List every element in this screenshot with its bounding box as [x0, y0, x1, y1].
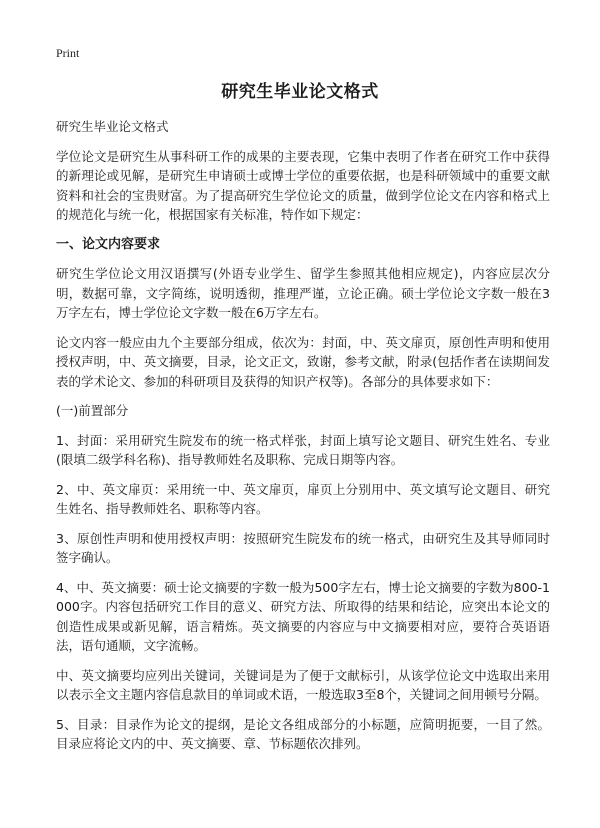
section-heading: 一、论文内容要求: [56, 236, 161, 252]
list-item-cover: 1、封面：采用研究生院发布的统一格式样张，封面上填写论文题目、研究生姓名、专业(限填二级学科名称)、指导教师姓名及职称、完成日期等内容。: [56, 432, 550, 467]
subsection-heading: (一)前置部分: [56, 403, 129, 418]
paragraph-language-length: 研究生学位论文用汉语撰写(外语专业学生、留学生参照其他相应规定)，内容应层次分明，数据可靠，文字简练，说明透彻，推理严谨，立论正确。硕士学位论文字数一般在3万字左右，博士学位论文字数一般在6万字左右。: [56, 266, 550, 320]
page-title: 研究生毕业论文格式: [221, 82, 379, 102]
paragraph-structure: 论文内容一般应由九个主要部分组成，依次为：封面，中、英文扉页，原创性声明和使用授权声明，中、英文摘要，目录，论文正文，致谢，参考文献，附录(包括作者在读期间发表的学术论文、参加的科研项目及获得的知识产权等)。各部分的具体要求如下：: [56, 334, 550, 389]
list-item-title-page: 2、中、英文扉页：采用统一中、英文扉页，扉页上分别用中、英文填写论文题目、研究生姓名、指导教师姓名、职称等内容。: [56, 481, 550, 516]
document-body: [56, 117, 550, 764]
intro-paragraph: 学位论文是研究生从事科研工作的成果的主要表现，它集中表明了作者在研究工作中获得的新理论或见解，是研究生申请硕士或博士学位的重要依据，也是科研领域中的重要文献资料和社会的宝贵财富。为了提高研究生学位论文的质量，做到学位论文在内容和格式上的规范化与统一化，根据国家有关标准，特作如下规定：: [56, 148, 550, 222]
list-item-keywords: 中、英文摘要均应列出关键词，关键词是为了便于文献标引，从该学位论文中选取出来用以表示全文主题内容信息款目的单词或术语，一般选取3至8个，关键词之间用顿号分隔。: [56, 667, 550, 702]
document-subtitle: 研究生毕业论文格式: [56, 119, 169, 134]
print-link[interactable]: Print: [56, 46, 80, 60]
list-item-contents: 5、目录：目录作为论文的提纲，是论文各组成部分的小标题，应简明扼要，一目了然。目录应将论文内的中、英文摘要、章、节标题依次排列。: [56, 716, 550, 751]
list-item-declaration: 3、原创性声明和使用授权声明：按照研究生院发布的统一格式，由研究生及其导师同时签字确认。: [56, 530, 550, 565]
list-item-abstract: 4、中、英文摘要：硕士论文摘要的字数一般为500字左右，博士论文摘要的字数为800-1000字。内容包括研究工作目的意义、研究方法、所取得的结果和结论，应突出本论文的创造性成果或新见解，语言精炼。英文摘要的内容应与中文摘要相对应，要符合英语语法，语句通顺，文字流畅。: [56, 579, 550, 653]
